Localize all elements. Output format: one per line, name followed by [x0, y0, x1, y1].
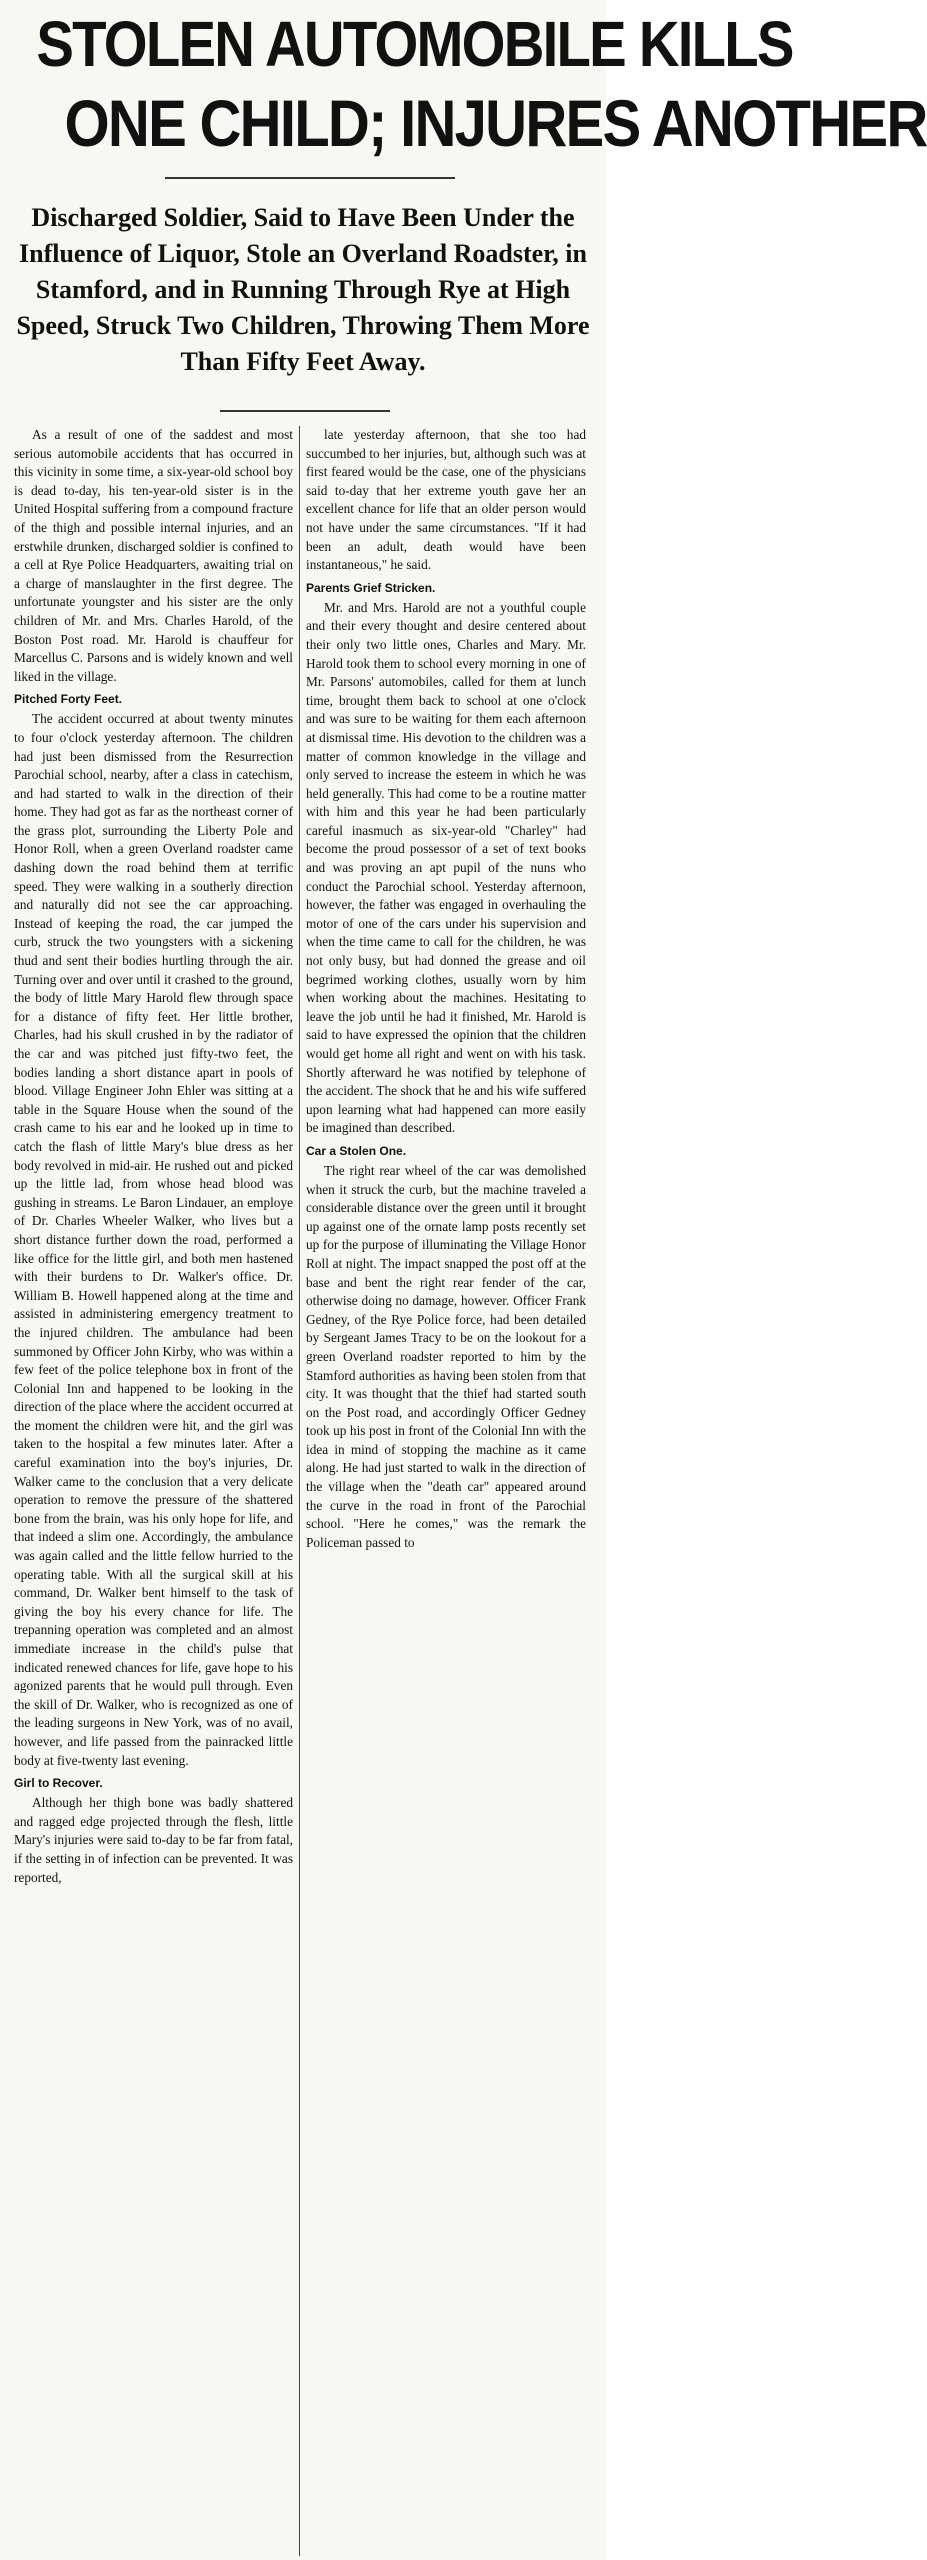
headline-line-2: ONE CHILD; INJURES ANOTHER	[64, 86, 927, 160]
right-paragraph-3: The right rear wheel of the car was demolished when it struck the curb, but the machine traveled a considerable distance over the green until it brought up against one of the ornate lamp posts recently set up for the purpose of illuminating the Village Honor Roll at night. The impact snapped the post off at the base and bent the right rear fender of the car, otherwise doing no damage, however. Officer Frank Gedney, of the Rye Police force, had been detailed by Sergeant James Tracy to be on the lookout for a green Overland roadster reported to him by the Stamford authorities as having been stolen from that city. It was thought that the thief had started south on the Post road, and accordingly Officer Gedney took up his post in front of the Colonial Inn with the idea in mind of stopping the machine as it came along. He had just started to walk in the direction of the village when the "death car" appeared around the curve in the road in front of the Parochial school. "Here he comes," was the remark the Policeman passed to	[306, 1162, 586, 1550]
right-subhead-1: Parents Grief Stricken.	[306, 580, 436, 595]
headline-divider	[165, 177, 455, 179]
left-subhead-1: Pitched Forty Feet.	[14, 692, 123, 707]
left-paragraph-2: The accident occurred at about twenty minutes to four o'clock yesterday afternoon. The children had just been dismissed from the Resurrection Parochial school, nearby, after a class in catechism, and had started to walk in the direction of their home. They had got as far as the northeast corner of the grass plot, surrounding the Liberty Pole and Honor Roll, when a green Overland roadster came dashing down the road behind them at terrific speed. They were walking in a southerly direction and naturally did not see the car approaching. Instead of keeping the road, the car jumped the curb, struck the two youngsters with a sickening thud and sent their bodies hurtling through the air. Turning over and over until it crashed to the ground, the body of little Mary Harold flew through space for a distance of fifty feet. Her little brother, Charles, had his skull crushed in by the radiator of the car and was pitched just fifty-two feet, the bodies landing a short distance apart in pools of blood. Village Engineer John Ehler was sitting at a table in the Square House when the sound of the crash came to his ear and he looked up in time to catch the flash of little Mary's blue dress as her body revolved in mid-air. He rushed out and picked up the little lad, from whose head blood was gushing in streams. Le Baron Lindauer, an employe of Dr. Charles Wheeler Walker, who lives but a short distance further down the road, performed a like office for the little girl, and both men hastened with their burdens to Dr. Walker's office. Dr. William B. Howell happened along at the time and assisted in administering emergency treatment to the injured children. The ambulance had been summoned by Officer John Kirby, who was within a few feet of the police telephone box in front of the Colonial Inn and happened to be looking in the direction of the place where the accident occurred at the moment the children were hit, and the girl was taken to the hospital a few minutes later. After a careful examination into the boy's injuries, Dr. Walker came to the conclusion that a very delicate operation to remove the pressure of the shattered bone from the brain, was his only hope for life, and that indeed a slim one. Accordingly, the ambulance was again called and the little fellow hurried to the operating table. With all the surgical skill at his command, Dr. Walker bent himself to the task of giving the boy his every chance for life. The trepanning operation was completed and an almost immediate increase in the child's pulse that indicated renewed chances for life, gave hope to his agonized parents that he would pull through. Even the skill of Dr. Walker, who is recognized as one of the leading surgeons in New York, was of no avail, however, and life passed from the painracked little body at five-twenty last evening.	[14, 711, 293, 1768]
deck-subheadline: Discharged Soldier, Said to Have Been Under the Influence of Liquor, Stole an Overland Roadster, in Stamford, and in Running Through Rye at High Speed, Struck Two Children, Throwing Them More Than Fifty Feet Away.	[16, 203, 590, 376]
article-body	[8, 426, 598, 2556]
headline-line-1: STOLEN AUTOMOBILE KILLS	[36, 8, 793, 80]
left-column	[8, 426, 300, 2556]
right-paragraph-1: late yesterday afternoon, that she too had succumbed to her injuries, but, although such was at first feared would be the case, one of the physicians said to-day that her extreme youth gave her an excellent chance for life that an older person would not have under the same circumstances. "If it had been an adult, death would have been instantaneous," he said.	[306, 427, 586, 573]
left-subhead-2: Girl to Recover.	[14, 1776, 103, 1791]
right-subhead-2: Car a Stolen One.	[306, 1143, 407, 1158]
left-paragraph-3: Although her thigh bone was badly shattered and ragged edge projected through the flesh, little Mary's injuries were said to-day to be far from fatal, if the setting in of infection can be prevented. It was reported,	[14, 1795, 293, 1885]
left-paragraph-1: As a result of one of the saddest and most serious automobile accidents that has occurred in this vicinity in some time, a six-year-old school boy is dead to-day, his ten-year-old sister is in the United Hospital suffering from a compound fracture of the thigh and possible internal injuries, and an erstwhile drunken, discharged soldier is confined to a cell at Rye Police Headquarters, awaiting trial on a charge of manslaughter in the first degree. The unfortunate youngster and his sister are the only children of Mr. and Mrs. Charles Harold, of the Boston Post road. Mr. Harold is chauffeur for Marcellus C. Parsons and is widely known and well liked in the village.	[14, 427, 293, 684]
right-paragraph-2: Mr. and Mrs. Harold are not a youthful couple and their every thought and desire centered about their only two little ones, Charles and Mary. Mr. Harold took them to school every morning in one of Mr. Parsons' automobiles, called for them at lunch time, brought them back to school at one o'clock and was sure to be waiting for them each afternoon at dismissal time. His devotion to the children was a matter of common knowledge in the village and only served to increase the esteem in which he was held generally. This had come to be a routine matter with him and this year he had been particularly careful inasmuch as six-year-old "Charley" had become the proud possessor of a set of text books and was proving an apt pupil of the nuns who conduct the Parochial school. Yesterday afternoon, however, the father was engaged in overhauling the motor of one of the cars under his supervision and when the time came to call for the children, he was not only busy, but had donned the grease and oil begrimed working clothes, usually worn by him when working about the machines. Hesitating to leave the job until he had it finished, Mr. Harold is said to have expressed the opinion that the children would get home all right and went on with his task. Shortly afterward he was notified by telephone of the accident. The shock that he and his wife suffered upon learning what had happened can more easily be imagined than described.	[306, 599, 586, 1136]
deck-divider	[220, 410, 390, 412]
right-column	[300, 426, 592, 2556]
